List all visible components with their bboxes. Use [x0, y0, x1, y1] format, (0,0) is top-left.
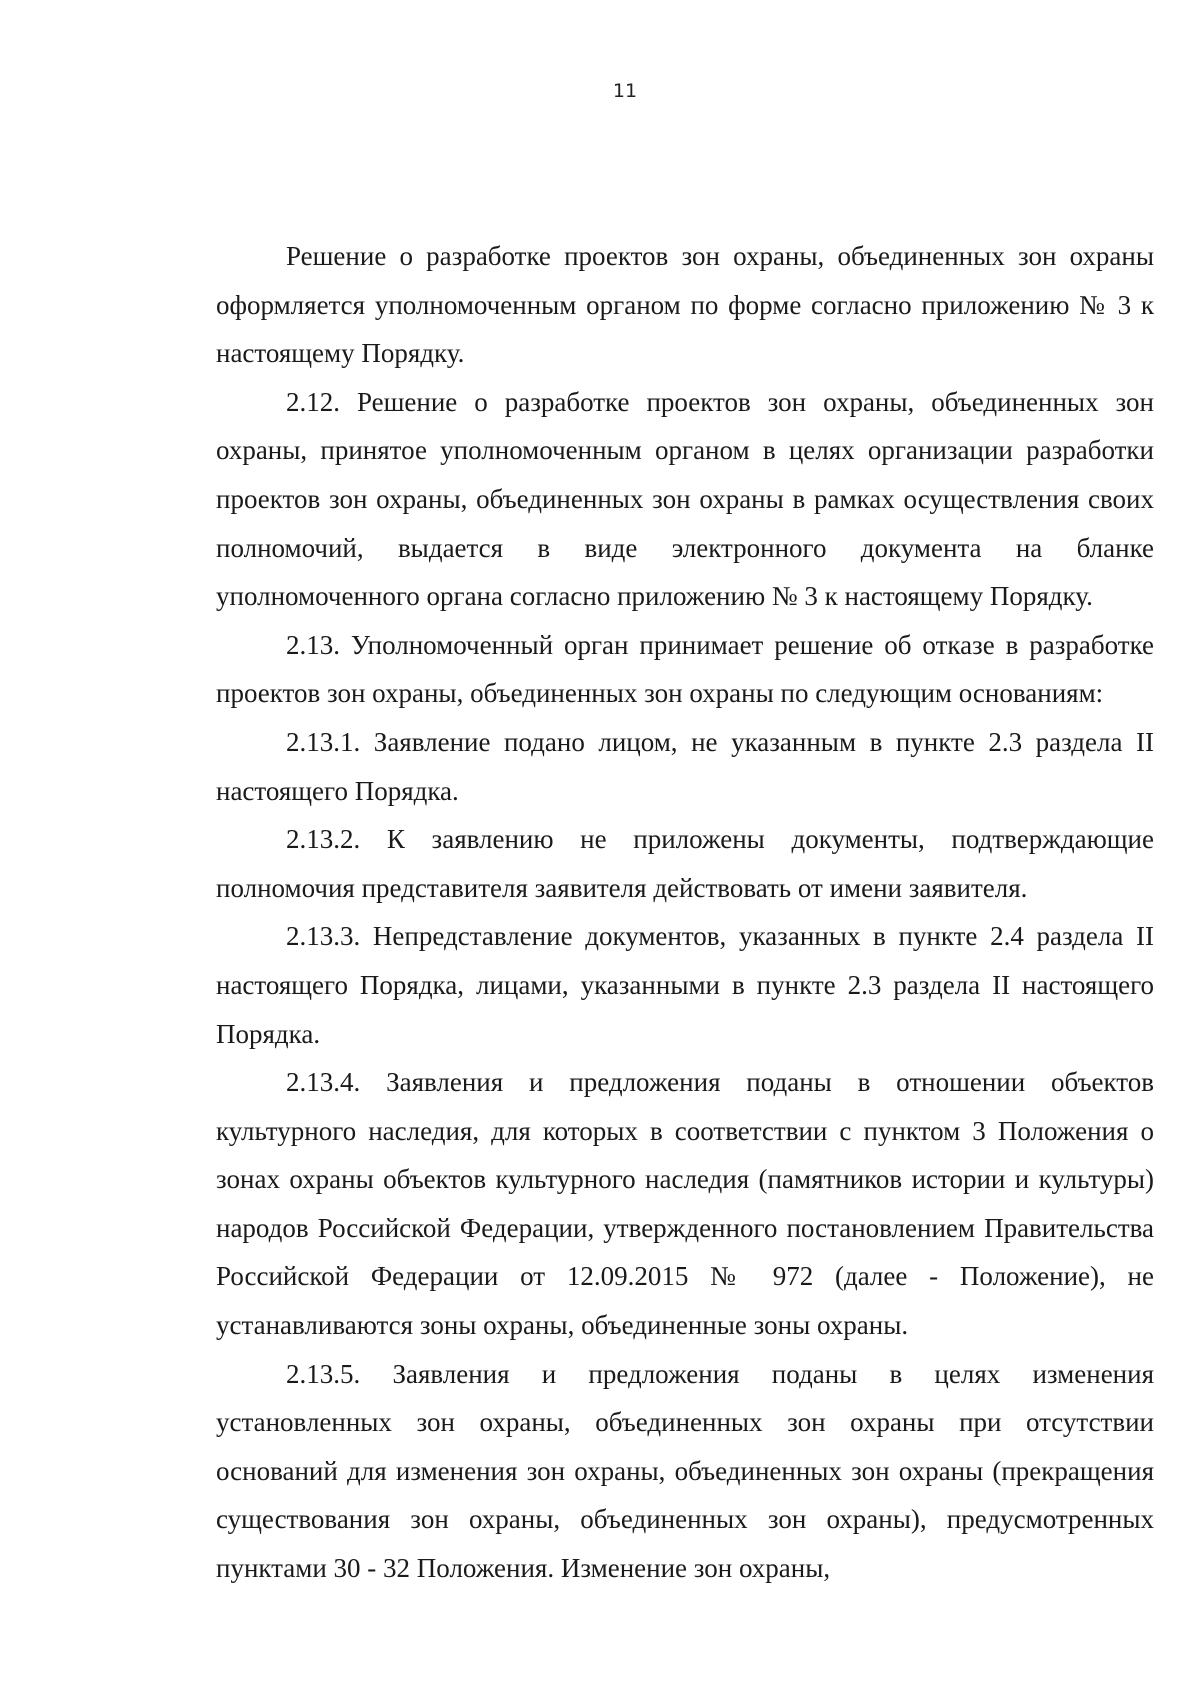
paragraph-2-13: 2.13. Уполномоченный орган принимает решение об отказе в разработке проектов зон охраны, объединенных зон охраны по следующим основаниям:: [216, 629, 1154, 709]
paragraph-decision-form: Решение о разработке проектов зон охраны, объединенных зон охраны оформляется уполномоченным органом по форме согласно приложению № 3 к настоящему Порядку.: [216, 241, 1154, 369]
paragraph-2-13-1: 2.13.1. Заявление подано лицом, не указанным в пункте 2.3 раздела II настоящего Порядка.: [216, 726, 1154, 806]
paragraph-2-13-5: 2.13.5. Заявления и предложения поданы в целях изменения установленных зон охраны, объединенных зон охраны при отсутствии оснований для изменения зон охраны, объединенных зон охраны (прекращения существования зон охраны, объединенных зон охраны), предусмотренных пунктами 30 - 32 Положения. Изменение зон охраны,: [216, 1358, 1154, 1584]
paragraph-2-13-3: 2.13.3. Непредставление документов, указанных в пункте 2.4 раздела II настоящего Порядка, лицами, указанными в пункте 2.3 раздела II настоящего Порядка.: [216, 921, 1154, 1049]
paragraph-2-13-4: 2.13.4. Заявления и предложения поданы в отношении объектов культурного наследия, для которых в соответствии с пунктом 3 Положения о зонах охраны объектов культурного наследия (памятников истории и культуры) народов Российской Федерации, утвержденного постановлением Правительства Российской Федерации от 12.09.2015 № 972 (далее - Положение), не устанавливаются зоны охраны, объединенные зоны охраны.: [216, 1067, 1154, 1341]
page-number: 11: [612, 80, 638, 102]
paragraph-2-13-2: 2.13.2. К заявлению не приложены документы, подтверждающие полномочия представителя заявителя действовать от имени заявителя.: [216, 824, 1154, 903]
paragraph-2-12: 2.12. Решение о разработке проектов зон охраны, объединенных зон охраны, принятое уполномоченным органом в целях организации разработки проектов зон охраны, объединенных зон охраны в рамках осуществления своих полномочий, выдается в виде электронного документа на бланке уполномоченного органа согласно приложению № 3 к настоящему Порядку.: [216, 386, 1154, 612]
document-body: [216, 232, 1154, 1593]
